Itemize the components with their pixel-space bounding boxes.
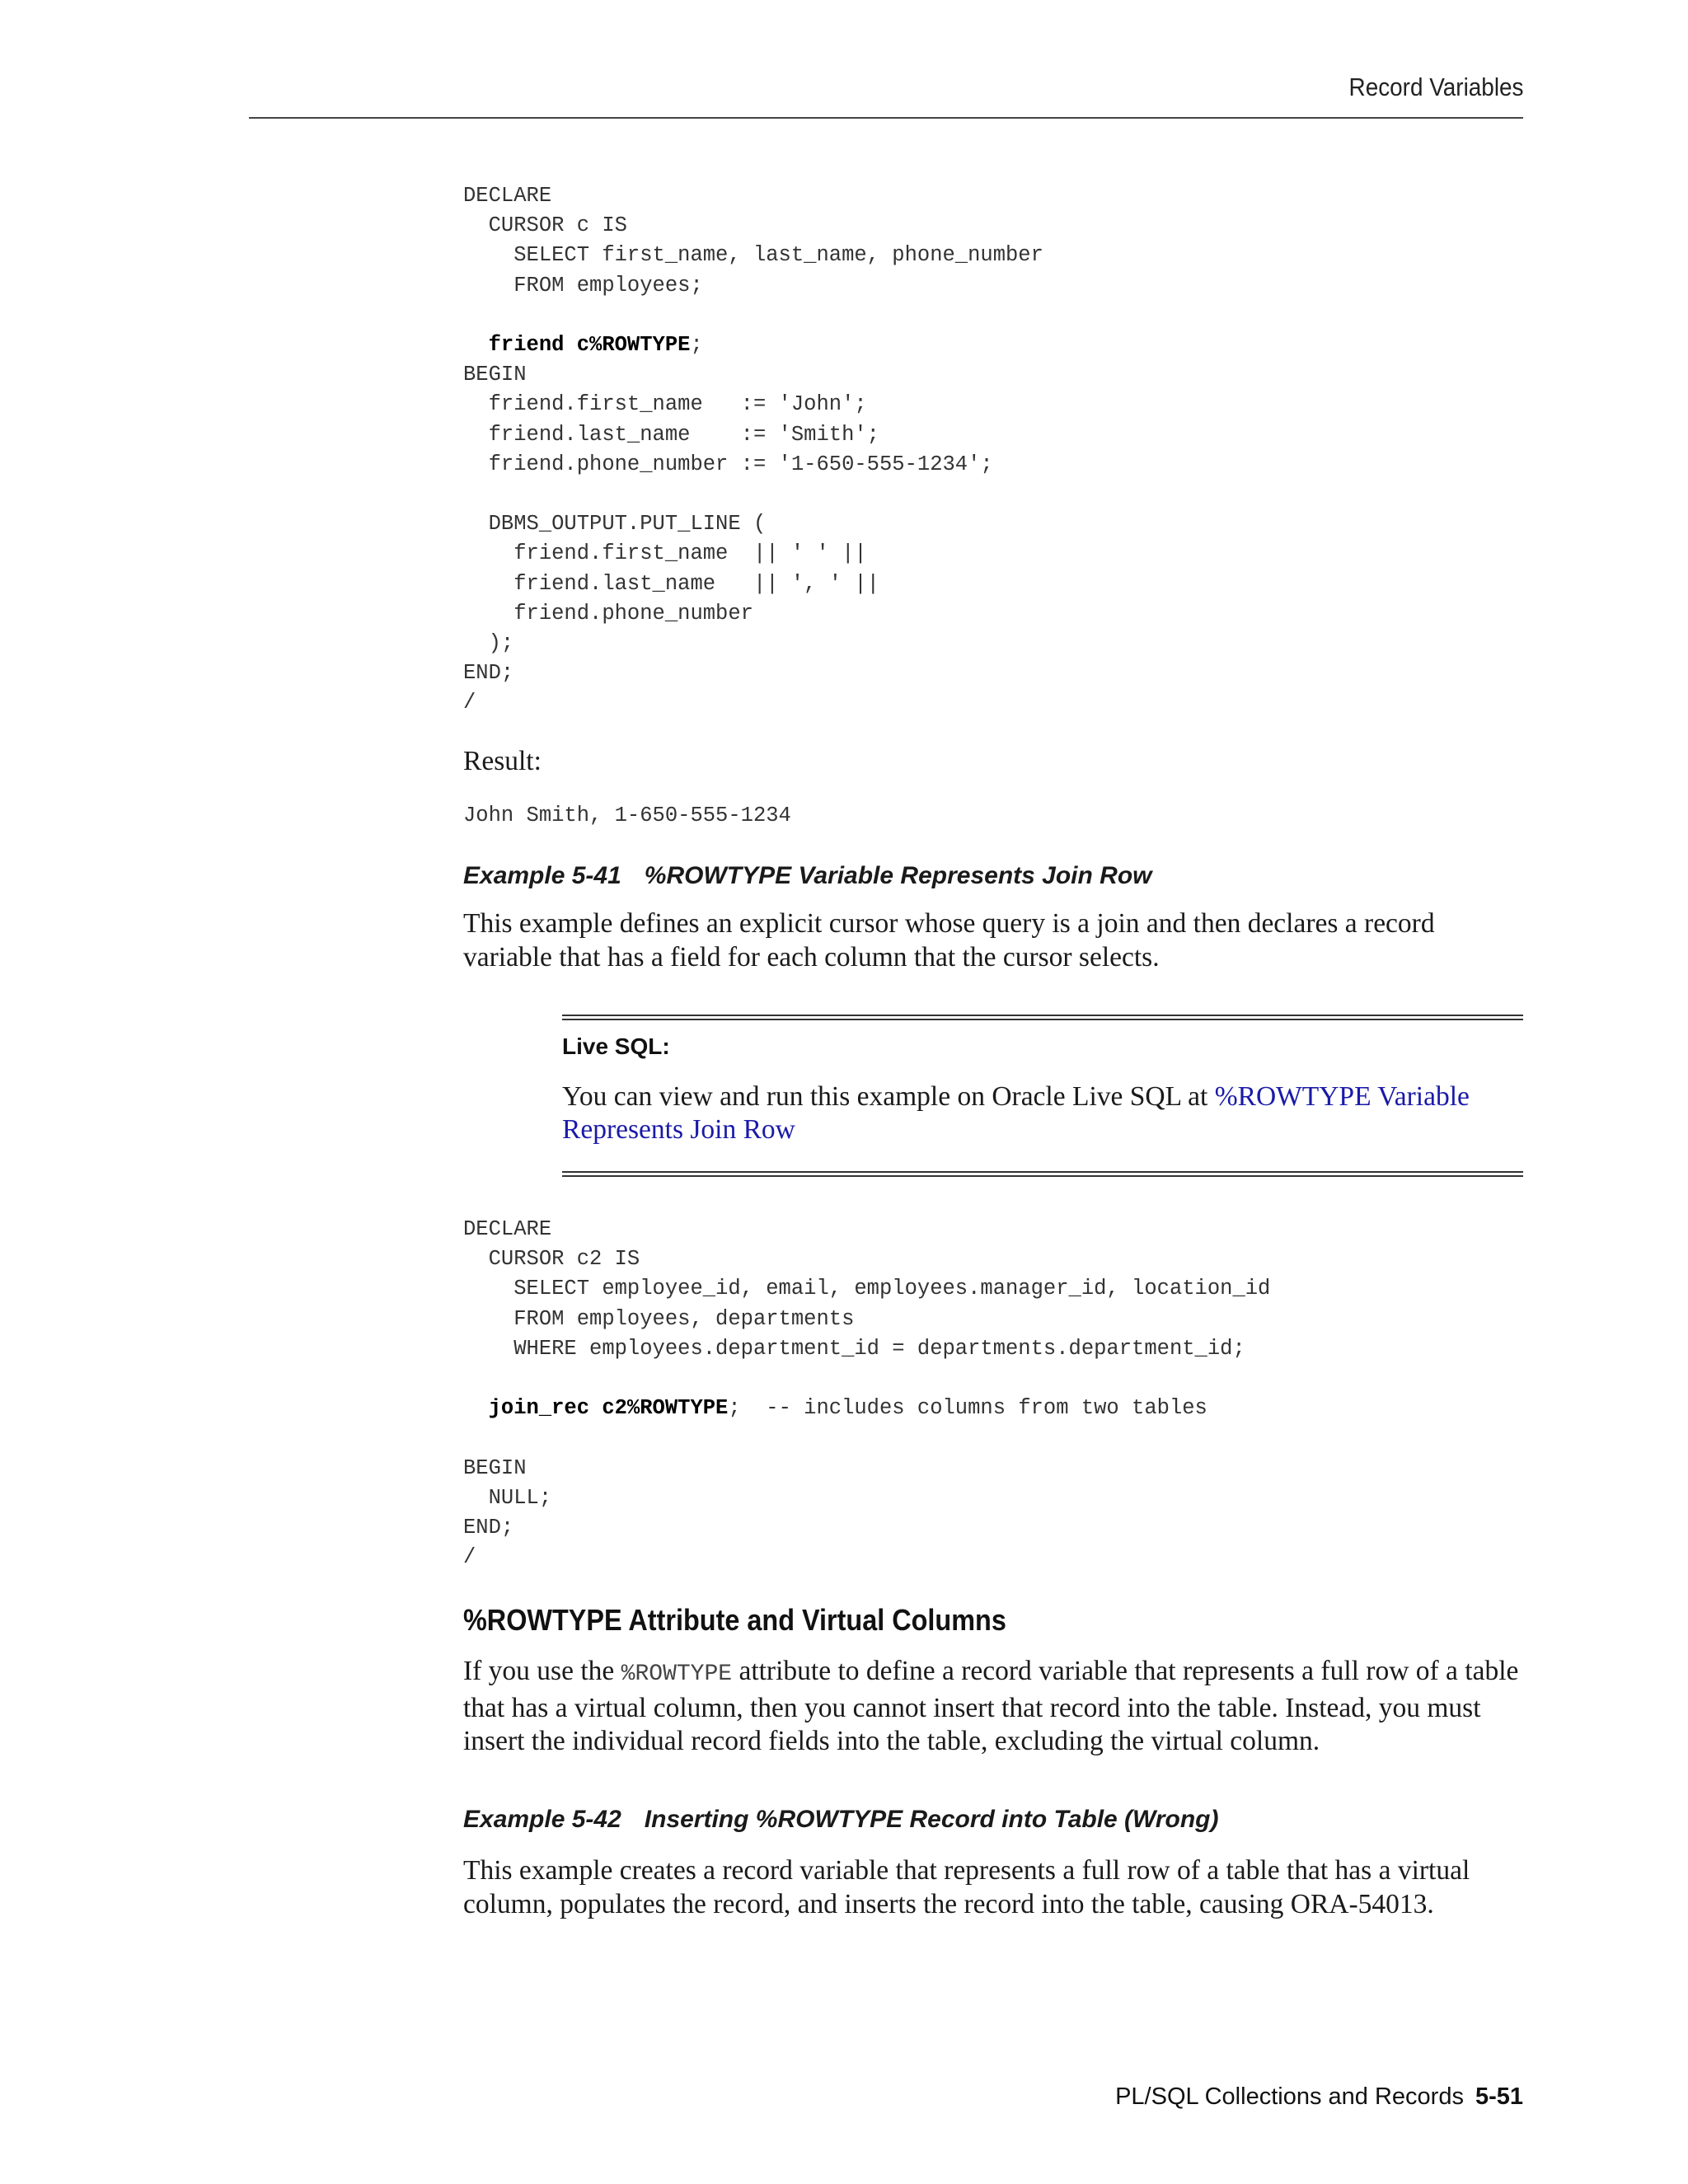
running-header: Record Variables (1348, 73, 1523, 101)
para-prefix: If you use the (463, 1656, 621, 1686)
note-bottom-rule (562, 1171, 1523, 1177)
section-heading: %ROWTYPE Attribute and Virtual Columns (463, 1603, 1006, 1637)
header-divider (249, 117, 1523, 119)
example-5-42-description: This example creates a record variable that represents a full row of a table that has a virtual column, populates the record, and inserts the record into the table, causing ORA-54013. (463, 1855, 1470, 1919)
note-top-rule (562, 1015, 1523, 1020)
live-sql-link[interactable]: %ROWTYPE Variable Represents Join Row (562, 1081, 1470, 1145)
note-body (562, 1080, 1518, 1146)
section-paragraph (463, 1655, 1526, 1759)
page-number: 5-51 (1475, 2083, 1523, 2110)
example-number: Example 5-41 (463, 862, 621, 889)
result-label: Result: (463, 746, 542, 776)
example-5-42-title (463, 1806, 1218, 1834)
page-footer (1115, 2083, 1523, 2111)
example-number: Example 5-42 (463, 1806, 621, 1833)
code-block-cursor-rowtype: DECLARE CURSOR c IS SELECT first_name, last_name, phone_number FROM employees; friend c%ROWTYPE; BEGIN friend.first_name := 'John'; friend.last_name := 'Smith'; friend.phone_number := '1-650-555-1234'; DBMS_OUTPUT.PUT_LINE ( friend.first_name || ' ' || friend.last_name || ', ' || friend.phone_number ); END; / (463, 184, 1043, 715)
inline-code: %ROWTYPE (621, 1661, 733, 1687)
example-5-41-description: This example defines an explicit cursor whose query is a join and then declares a record variable that has a field for each column that the cursor selects. (463, 908, 1435, 972)
note-heading: Live SQL: (562, 1033, 670, 1059)
example-caption: %ROWTYPE Variable Represents Join Row (644, 862, 1152, 889)
footer-book-title: PL/SQL Collections and Records (1115, 2083, 1464, 2110)
code-block-join-rowtype: DECLARE CURSOR c2 IS SELECT employee_id, email, employees.manager_id, location_id FROM employees, departments WHERE employees.department_id = departments.department_id; join_rec c2%ROWTYPE; -- includes columns from two tables BEGIN NULL; END; / (463, 1217, 1271, 1570)
para-suffix: attribute to define a record variable that represents a full row of a table that has a virtual column, then you cannot insert that record into the table. Instead, you must insert the individual record fields into the table, excluding the virtual column. (463, 1656, 1519, 1756)
example-caption: Inserting %ROWTYPE Record into Table (Wrong) (644, 1806, 1219, 1833)
result-output: John Smith, 1-650-555-1234 (463, 804, 791, 827)
note-text: You can view and run this example on Oracle Live SQL at (562, 1081, 1215, 1112)
example-5-41-title (463, 862, 1151, 890)
